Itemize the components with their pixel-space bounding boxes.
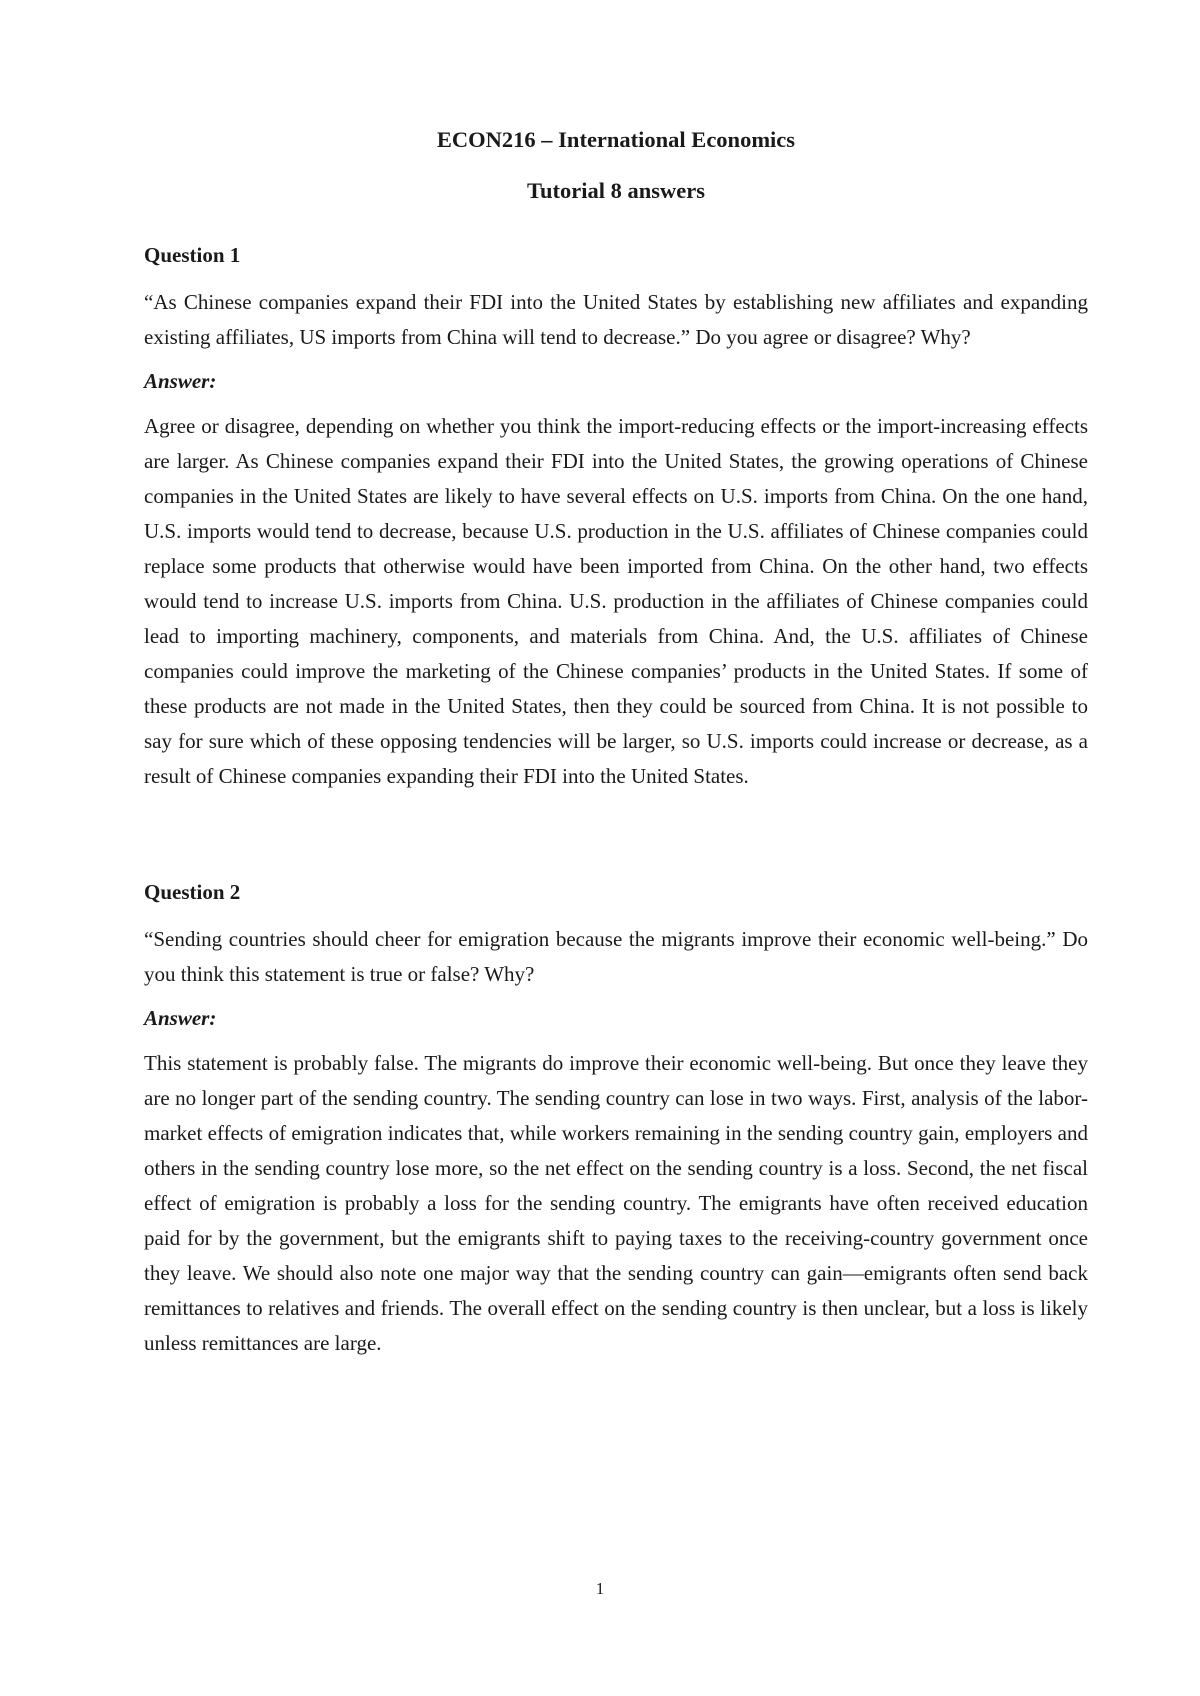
document-subtitle: Tutorial 8 answers [527,178,705,203]
question-2-text: “Sending countries should cheer for emigration because the migrants improve their economic well-being.” Do you think this statement is true or false? Why? [144,927,1088,986]
question-2-section [144,878,1088,1361]
document-title: ECON216 – International Economics [436,127,796,152]
question-1-section [144,241,1088,794]
question-1-answer: Agree or disagree, depending on whether you think the import-reducing effects or the import-increasing effects are larger. As Chinese companies expand their FDI into the United States, the growing operations of Chinese companies in the United States are likely to have several effects on U.S. imports from China. On the one hand, U.S. imports would tend to decrease, because U.S. production in the U.S. affiliates of Chinese companies could replace some products that otherwise would have been imported from China. On the other hand, two effects would tend to increase U.S. imports from China. U.S. production in the affiliates of Chinese companies could lead to importing machinery, components, and materials from China. And, the U.S. affiliates of Chinese companies could improve the marketing of the Chinese companies’ products in the United States. If some of these products are not made in the United States, then they could be sourced from China. It is not possible to say for sure which of these opposing tendencies will be larger, so U.S. imports could increase or decrease, as a result of Chinese companies expanding their FDI into the United States. [144,414,1088,788]
question-1-answer-label: Answer: [144,369,217,393]
question-2-heading: Question 2 [144,880,241,904]
question-2-answer: This statement is probably false. The migrants do improve their economic well-being. But once they leave they are no longer part of the sending country. The sending country can lose in two ways. First, analysis of the labor-market effects of emigration indicates that, while workers remaining in the sending country gain, employers and others in the sending country lose more, so the net effect on the sending country is a loss. Second, the net fiscal effect of emigration is probably a loss for the sending country. The emigrants have often received education paid for by the government, but the emigrants shift to paying taxes to the receiving-country government once they leave. We should also note one major way that the sending country can gain—emigrants often send back remittances to relatives and friends. The overall effect on the sending country is then unclear, but a loss is likely unless remittances are large. [144,1051,1088,1355]
question-1-heading: Question 1 [144,243,241,267]
page-content [144,125,1088,1361]
question-1-text: “As Chinese companies expand their FDI into the United States by establishing new affiliates and expanding existing affiliates, US imports from China will tend to decrease.” Do you agree or disagree? Why? [144,290,1088,349]
question-2-answer-label: Answer: [144,1006,217,1030]
page-number: 1 [595,1579,605,1598]
